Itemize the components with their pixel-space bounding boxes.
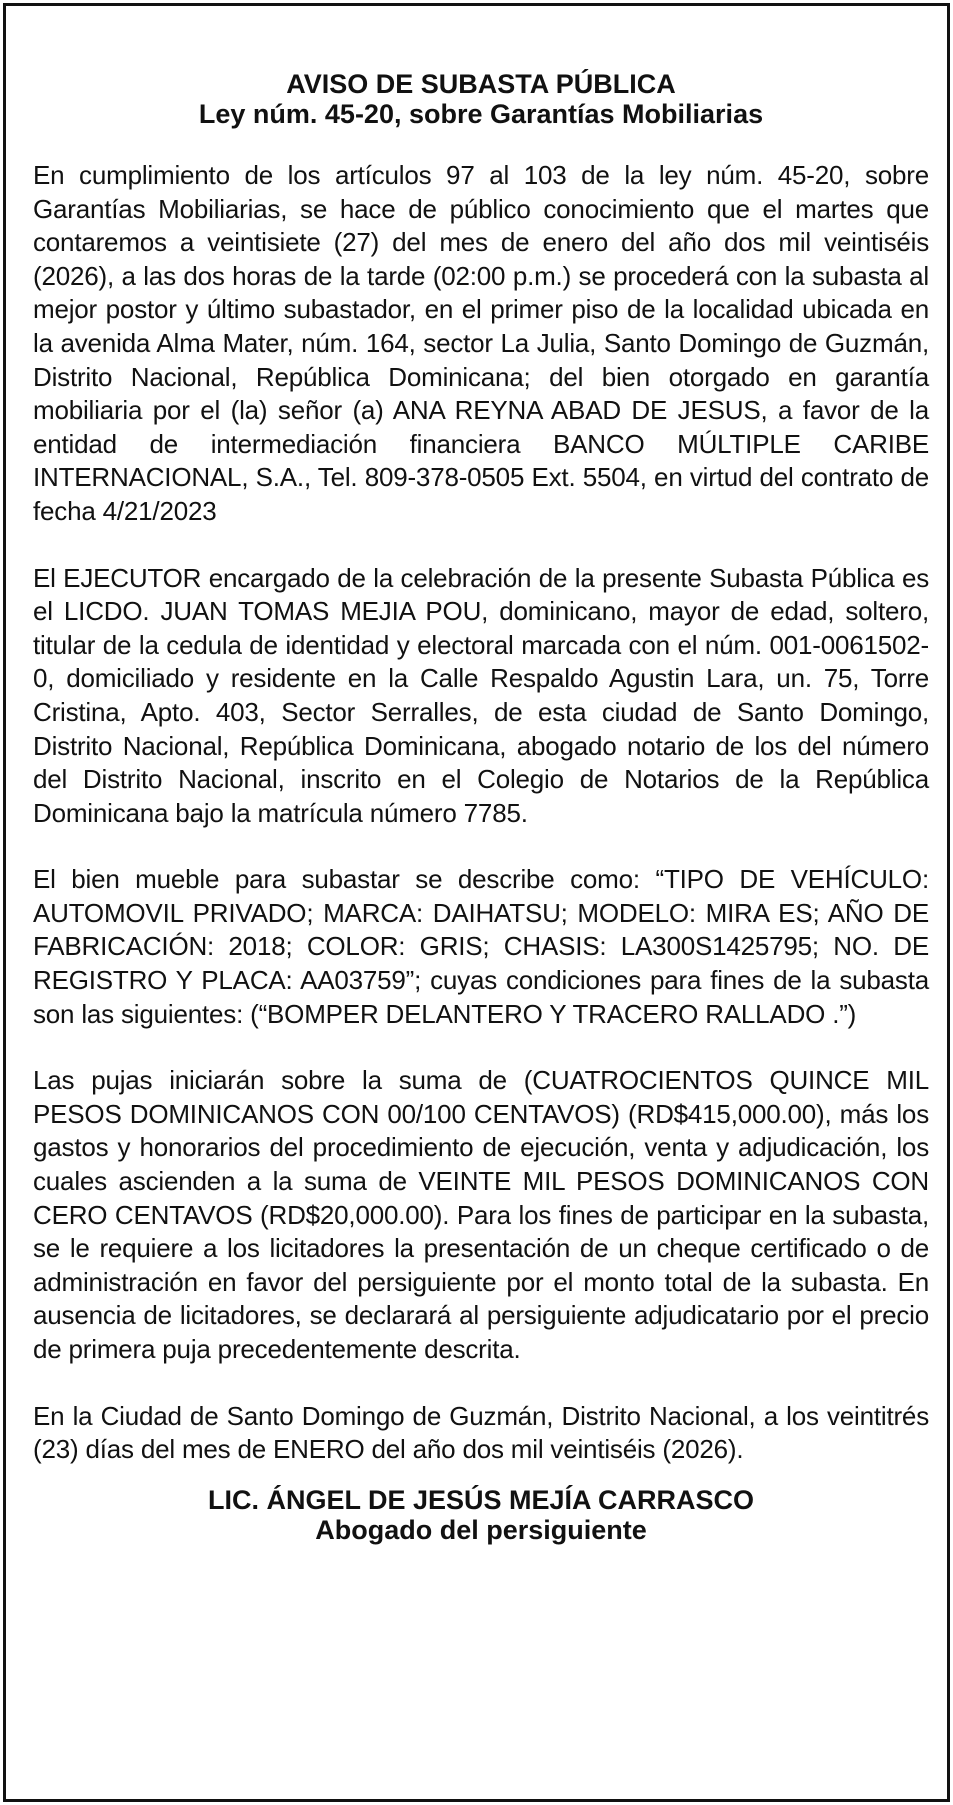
paragraph-bidding-terms: Las pujas iniciarán sobre la suma de (CUATROCIENTOS QUINCE MIL PESOS DOMINICANOS CON 00/100 CENTAVOS) (RD$415,000.00), más los gastos y honorarios del procedimiento de ejecución, venta y adjudicación, los cuales ascienden a la suma de VEINTE MIL PESOS DOMINICANOS CON CERO CENTAVOS (RD$20,000.00). Para los fines de participar en la subasta, se le requiere a los licitadores la presentación de un cheque certificado o de administración en favor del persiguiente por el monto total de la subasta. En ausencia de licitadores, se declarará al persiguiente adjudicatario por el precio de primera puja precedentemente descrita. [33,1065,929,1364]
notice-frame [3,3,950,1802]
notice-content [33,69,929,1545]
signature-role: Abogado del persiguiente [315,1514,647,1545]
paragraph-asset-description: El bien mueble para subastar se describe como: “TIPO DE VEHÍCULO: AUTOMOVIL PRIVADO; MARCA: DAIHATSU; MODELO: MIRA ES; AÑO DE FABRICACIÓN: 2018; COLOR: GRIS; CHASIS: LA300S1425795; NO. DE REGISTRO Y PLACA: AA03759”; cuyas condiciones para fines de la subasta son las siguientes: (“BOMPER DELANTERO Y TRACERO RALLADO .”) [33,864,929,1029]
notice-subtitle: Ley núm. 45-20, sobre Garantías Mobiliarias [198,99,764,129]
notice-title: AVISO DE SUBASTA PÚBLICA [286,69,676,99]
signature-name: LIC. ÁNGEL DE JESÚS MEJÍA CARRASCO [207,1484,755,1515]
paragraph-date-place: En la Ciudad de Santo Domingo de Guzmán, Distrito Nacional, a los veintitrés (23) días del mes de ENERO del año dos mil veintiséis (2026). [33,1400,929,1465]
notice-header [33,69,929,129]
paragraph-executor: El EJECUTOR encargado de la celebración de la presente Subasta Pública es el LICDO. JUAN TOMAS MEJIA POU, dominicano, mayor de edad, soltero, titular de la cedula de identidad y electoral marcada con el núm. 001-0061502-0, domiciliado y residente en la Calle Respaldo Agustin Lara, un. 75, Torre Cristina, Apto. 403, Sector Serralles, de esta ciudad de Santo Domingo, Distrito Nacional, República Dominicana, abogado notario de los del número del Distrito Nacional, inscrito en el Colegio de Notarios de la República Dominicana bajo la matrícula número 7785. [33,562,929,828]
paragraph-auction-details: En cumplimiento de los artículos 97 al 103 de la ley núm. 45-20, sobre Garantías Mobiliarias, se hace de público conocimiento que el martes que contaremos a veintisiete (27) del mes de enero del año dos mil veintiséis (2026), a las dos horas de la tarde (02:00 p.m.) se procederá con la subasta al mejor postor y último subastador, en el primer piso de la localidad ubicada en la avenida Alma Mater, núm. 164, sector La Julia, Santo Domingo de Guzmán, Distrito Nacional, República Dominicana; del bien otorgado en garantía mobiliaria por el (la) señor (a) ANA REYNA ABAD DE JESUS, a favor de la entidad de intermediación financiera BANCO MÚLTIPLE CARIBE INTERNACIONAL, S.A., Tel. 809-378-0505 Ext. 5504, en virtud del contrato de fecha 4/21/2023 [33,160,929,526]
signature-block [33,1485,929,1545]
